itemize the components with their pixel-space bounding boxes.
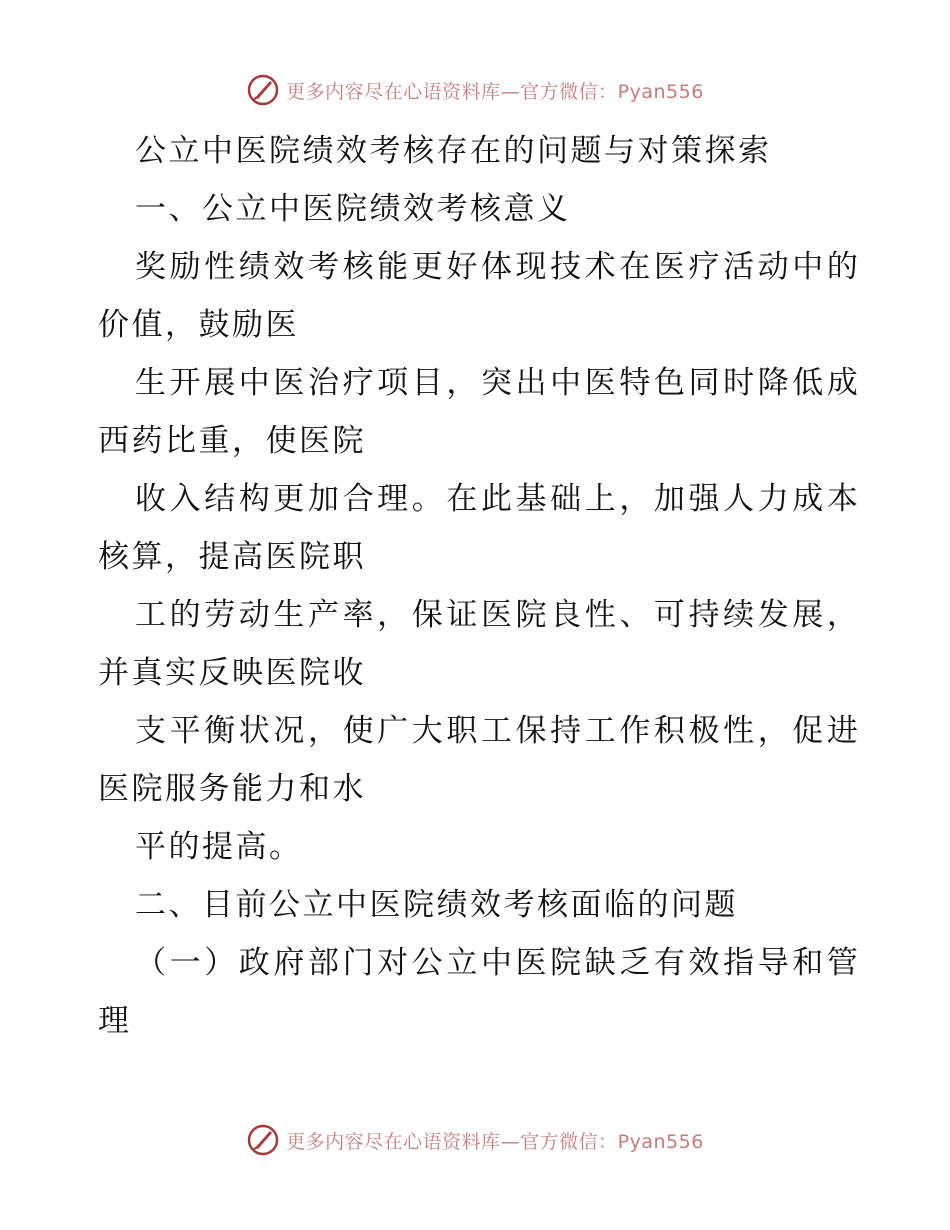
text-line: （ 一 ） 政 府 部 门 对 公 立 中 医 院 缺 乏 有 效 指 导 和 管 [135,945,858,981]
quill-pen-logo-icon [246,1123,280,1157]
document-body [98,122,858,1050]
text-line: 平的提高。 [135,829,303,865]
quill-pen-logo-icon [246,73,280,107]
header-watermark [0,72,950,108]
text-line: 理 [98,1003,132,1039]
footer-watermark [0,1122,950,1158]
text-line: 医院服务能力和水 [98,771,366,807]
text-line: 收 入 结 构 更 加 合 理 。 在 此 基 础 上 ， 加 强 人 力 成 本 [135,481,858,517]
text-line: 奖 励 性 绩 效 考 核 能 更 好 体 现 技 术 在 医 疗 活 动 中 的 [135,249,858,285]
text-line: 一、公立中医院绩效考核意义 [135,191,571,227]
text-line: 支 平 衡 状 况 ， 使 广 大 职 工 保 持 工 作 积 极 性 ， 促 进 [135,713,858,749]
watermark-text: 更多内容尽在心语资料库—官方微信：Pyan556 [286,1130,704,1153]
text-line: 西药比重，使医院 [98,423,366,459]
text-line: 价值，鼓励医 [98,307,299,343]
text-line: 工 的 劳 动 生 产 率 ， 保 证 医 院 良 性 、 可 持 续 发 展 ， [135,597,858,633]
text-line: 生 开 展 中 医 治 疗 项 目 ， 突 出 中 医 特 色 同 时 降 低 成 [135,365,858,401]
watermark-text: 更多内容尽在心语资料库—官方微信：Pyan556 [286,80,704,103]
text-line: 并真实反映医院收 [98,655,366,691]
text-line: 公立中医院绩效考核存在的问题与对策探索 [135,133,772,169]
text-line: 核算，提高医院职 [98,539,366,575]
text-line: 二、目前公立中医院绩效考核面临的问题 [135,887,738,923]
